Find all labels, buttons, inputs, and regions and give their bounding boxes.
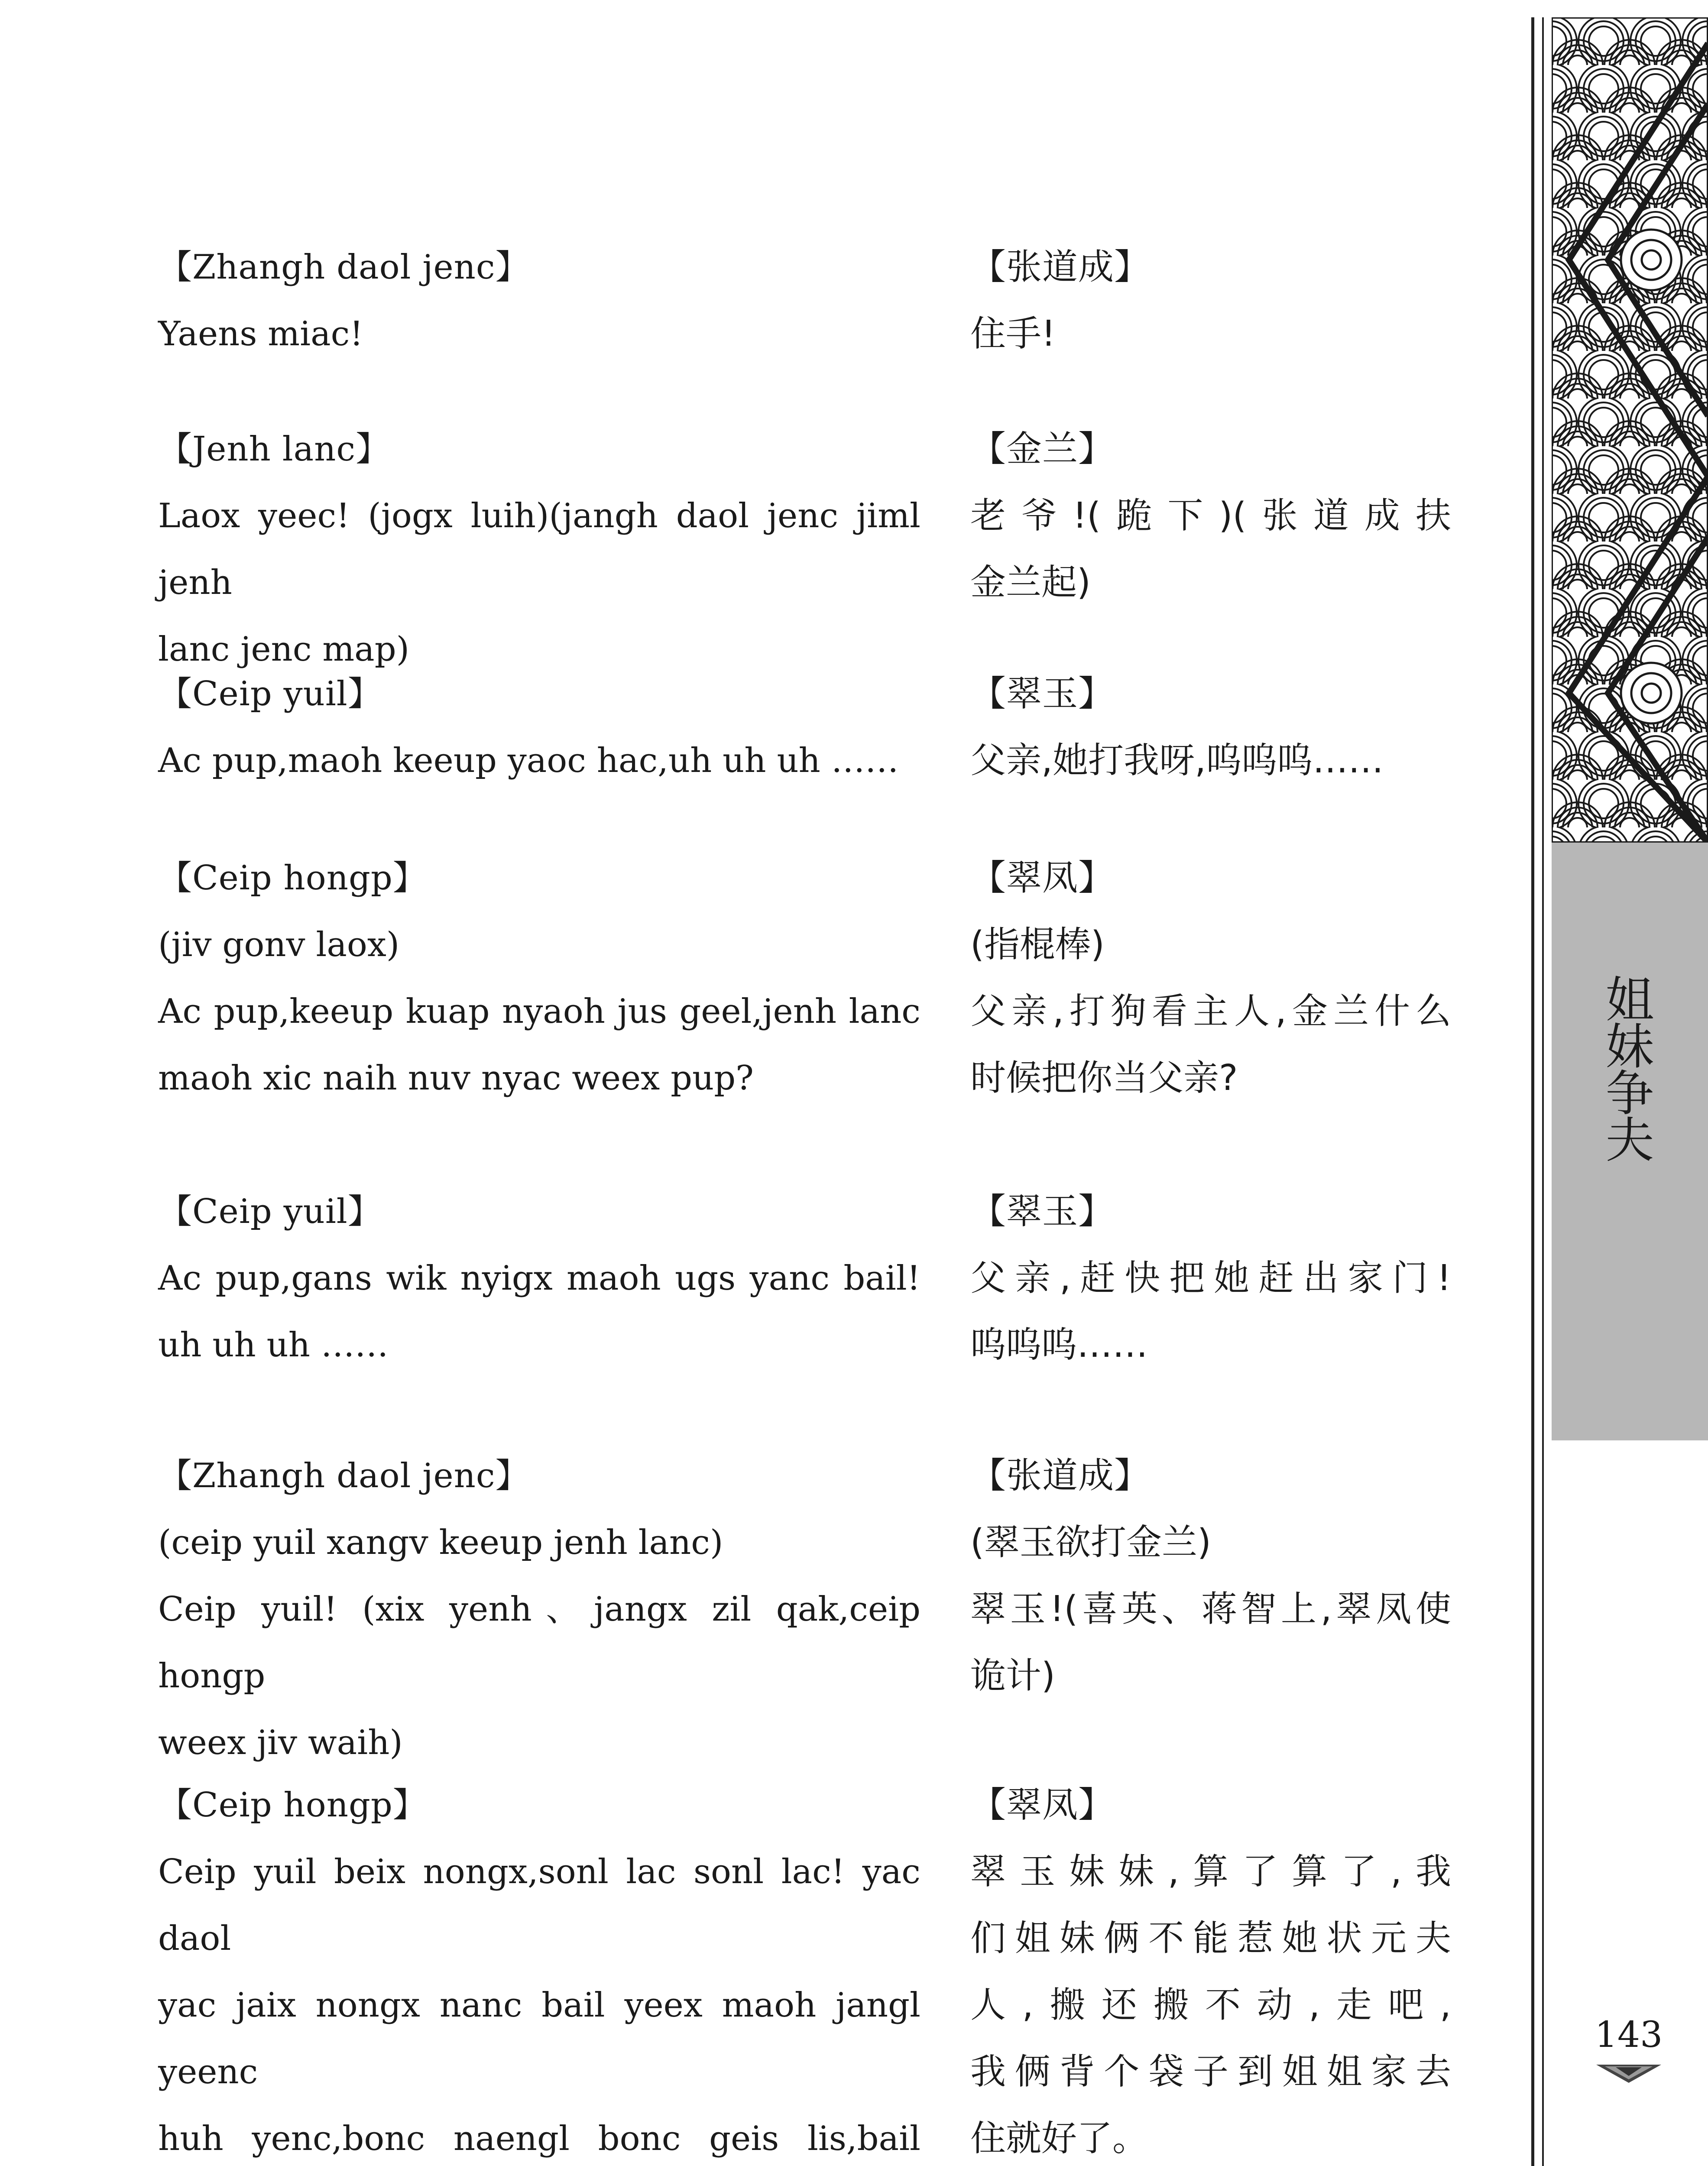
speaker-label: 【Ceip hongp】 (158, 859, 427, 898)
margin-rule-outer (1531, 17, 1534, 2166)
dialogue-entry-dong (158, 845, 920, 1112)
speaker-label: 【翠玉】 (970, 673, 1115, 714)
title-char: 夫 (1605, 1112, 1654, 1169)
dialogue-line: Ceip yuil! (xix yenh、jangx zil qak,ceip hongp (158, 1590, 920, 1696)
dialogue-line: (jiv gonv laox) (158, 925, 400, 964)
dialogue-line: yac jaix nongx nanc bail yeex maoh jangl yeenc (158, 1986, 920, 2091)
dialogue-entry-dong (158, 234, 920, 367)
dialogue-line: (ceip yuil xangv keeup jenh lanc) (158, 1523, 723, 1562)
dialogue-line: lanc jenc map) (158, 630, 410, 669)
page-number-ornament-icon (1596, 2062, 1661, 2084)
dialogue-line: (指棍棒) (970, 924, 1105, 965)
dialogue-line: 父亲,赶快把她赶出家门! (970, 1258, 1451, 1299)
dialogue-entry-chinese (970, 661, 1451, 794)
dialogue-line: uh uh uh …… (158, 1326, 389, 1365)
dialogue-entry-dong (158, 416, 920, 683)
dialogue-line: 父亲,打狗看主人,金兰什么 (970, 991, 1451, 1032)
speaker-label: 【Ceip yuil】 (158, 674, 382, 713)
dialogue-entry-chinese (970, 1178, 1451, 1378)
dialogue-line: 人,搬还搬不动,走吧, (970, 1984, 1451, 2026)
dialogue-line: 住手! (970, 313, 1056, 354)
dialogue-line: 呜呜呜…… (970, 1324, 1148, 1365)
speaker-label: 【金兰】 (970, 428, 1115, 470)
dialogue-line: Laox yeec! (jogx luih)(jangh daol jenc jiml jenh (158, 496, 920, 602)
dialogue-entry-dong (158, 1443, 920, 1776)
cloud-pattern-ornament (1552, 17, 1708, 843)
dialogue-line: 时候把你当父亲? (970, 1057, 1238, 1099)
title-char: 争 (1605, 1066, 1654, 1122)
speaker-label: 【翠凤】 (970, 857, 1115, 898)
speaker-label: 【翠玉】 (970, 1191, 1115, 1232)
dialogue-line: Yaens miac! (158, 315, 363, 353)
speaker-label: 【Ceip yuil】 (158, 1192, 382, 1231)
margin-rule-inner (1542, 17, 1544, 2166)
dialogue-line: (翠玉欲打金兰) (970, 1522, 1211, 1563)
page-number: 143 (1595, 2014, 1663, 2056)
dialogue-line: Ceip yuil beix nongx,sonl lac sonl lac! yac daol (158, 1852, 920, 1958)
dialogue-line: Ac pup,keeup kuap nyaoh jus geel,jenh lanc (158, 992, 920, 1031)
speaker-label: 【翠凤】 (970, 1784, 1115, 1826)
speaker-label: 【Zhangh daol jenc】 (158, 248, 530, 287)
dialogue-entry-dong (158, 661, 920, 794)
dialogue-entry-chinese (970, 1772, 1451, 2166)
speaker-label: 【Ceip hongp】 (158, 1786, 427, 1825)
dialogue-line: 金兰起) (970, 562, 1091, 603)
dialogue-line: weex jiv waih) (158, 1723, 403, 1762)
dialogue-line: huh yenc,bonc naengl bonc geis lis,bail (158, 2119, 920, 2158)
dialogue-line: 住就好了。 (970, 2118, 1148, 2159)
chapter-title-vertical (1552, 972, 1708, 1169)
speaker-label: 【张道成】 (970, 246, 1151, 288)
dialogue-line: 翠玉妹妹,算了算了,我 (970, 1851, 1451, 1892)
dialogue-line: 诡计) (970, 1655, 1055, 1696)
speaker-label: 【Jenh lanc】 (158, 430, 390, 469)
dialogue-line: 父亲,她打我呀,呜呜呜…… (970, 740, 1384, 781)
dialogue-line: 我俩背个袋子到姐姐家去 (970, 2051, 1451, 2092)
dialogue-entry-chinese (970, 234, 1451, 367)
dialogue-entry-chinese (970, 416, 1451, 616)
dialogue-line: Ac pup,maoh keeup yaoc hac,uh uh uh …… (158, 741, 899, 780)
dialogue-entry-dong (158, 1178, 920, 1378)
title-char: 姐 (1605, 972, 1654, 1028)
dialogue-entry-chinese (970, 845, 1451, 1112)
dialogue-line: 翠玉!(喜英、蒋智上,翠凤使 (970, 1589, 1451, 1630)
dialogue-line: maoh xic naih nuv nyac weex pup? (158, 1059, 754, 1098)
title-char: 妹 (1605, 1019, 1654, 1075)
dialogue-entry-dong (158, 1772, 920, 2166)
dialogue-line: 们姐妹俩不能惹她状元夫 (970, 1918, 1451, 1959)
dialogue-line: Ac pup,gans wik nyigx maoh ugs yanc bail! (158, 1259, 920, 1298)
speaker-label: 【张道成】 (970, 1455, 1151, 1496)
chapter-title-tab (1552, 843, 1708, 1440)
speaker-label: 【Zhangh daol jenc】 (158, 1456, 530, 1495)
dialogue-line: 老爷!(跪下)(张道成扶 (970, 495, 1451, 536)
dialogue-entry-chinese (970, 1443, 1451, 1709)
